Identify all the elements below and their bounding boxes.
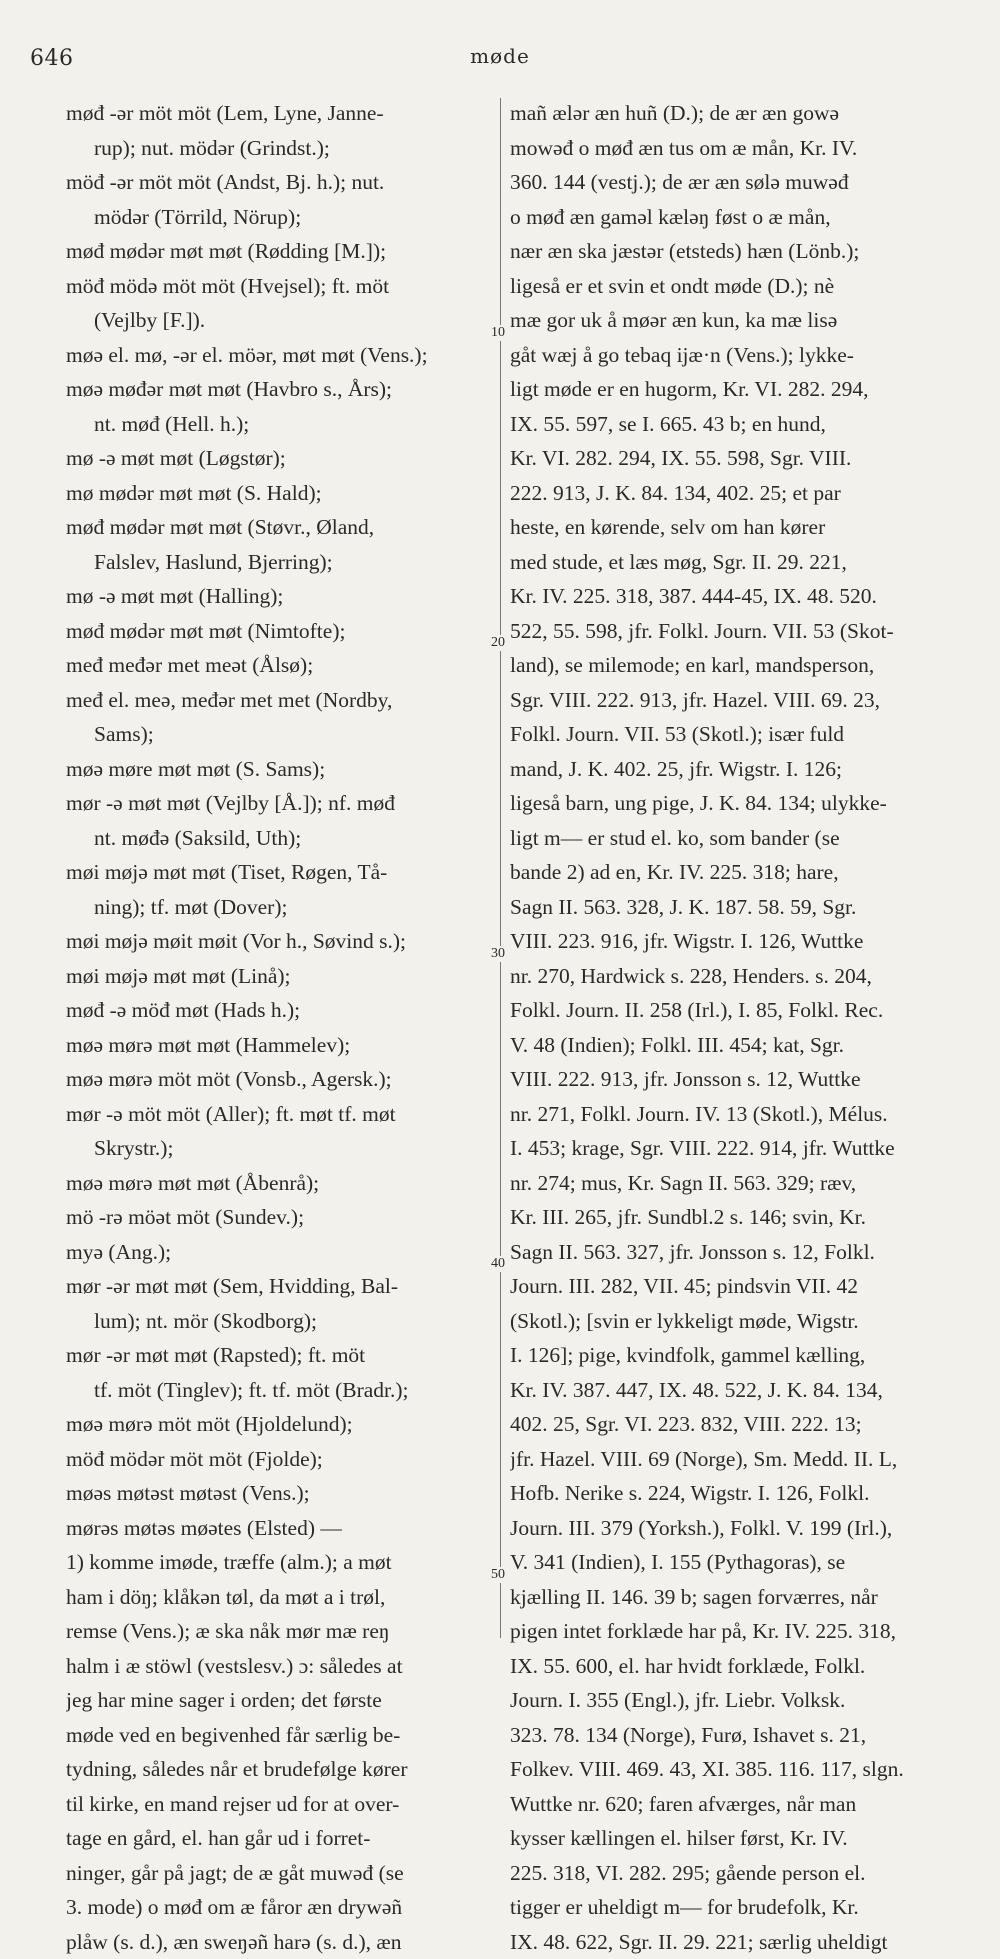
text-line: međ međər met meət (Ålsø); [66, 648, 491, 683]
text-line: nr. 271, Folkl. Journ. IV. 13 (Skotl.), Mélus. [510, 1097, 968, 1132]
text-line: møəs møtəst møtəst (Vens.); [66, 1476, 491, 1511]
text-line: Folkl. Journ. II. 258 (Irl.), I. 85, Folkl. Rec. [510, 993, 968, 1028]
text-line: møi møjə møit møit (Vor h., Søvind s.); [66, 924, 491, 959]
text-line: Sagn II. 563. 328, J. K. 187. 58. 59, Sgr. [510, 890, 968, 925]
text-line: mø -ə møt møt (Halling); [66, 579, 491, 614]
line-number: 30 [482, 946, 514, 962]
text-line: kjælling II. 146. 39 b; sagen forværres, når [510, 1580, 968, 1615]
page-number: 646 [30, 46, 74, 71]
text-line: nær æn ska jæstər (etsteds) hæn (Lönb.); [510, 234, 968, 269]
text-line: mørəs møtəs møətes (Elsted) — [66, 1511, 491, 1546]
text-line: VIII. 223. 916, jfr. Wigstr. I. 126, Wuttke [510, 924, 968, 959]
text-line: Sams); [66, 717, 491, 752]
text-line: møđ -ər möt möt (Lem, Lyne, Janne- [66, 96, 491, 131]
text-line: V. 48 (Indien); Folkl. III. 454; kat, Sgr. [510, 1028, 968, 1063]
text-line: ligt m— er stud el. ko, som bander (se [510, 821, 968, 856]
text-line: tigger er uheldigt m— for brudefolk, Kr. [510, 1890, 968, 1925]
text-line: møi møjə møt møt (Tiset, Røgen, Tå- [66, 855, 491, 890]
text-line: mowəđ o møđ æn tus om æ mån, Kr. IV. [510, 131, 968, 166]
text-line: til kirke, en mand rejser ud for at over- [66, 1787, 491, 1822]
right-column [510, 96, 968, 1959]
text-line: 323. 78. 134 (Norge), Furø, Ishavet s. 21, [510, 1718, 968, 1753]
text-line: nt. møđə (Saksild, Uth); [66, 821, 491, 856]
text-line: tf. möt (Tinglev); ft. tf. möt (Bradr.); [66, 1373, 491, 1408]
text-line: međ el. meə, međər met met (Nordby, [66, 683, 491, 718]
text-line: nr. 274; mus, Kr. Sagn II. 563. 329; ræv, [510, 1166, 968, 1201]
text-line: möđ mödə möt möt (Hvejsel); ft. möt [66, 269, 491, 304]
text-line: halm i æ stöwl (vestslesv.) ɔ: således at [66, 1649, 491, 1684]
text-line: (Vejlby [F.]). [66, 303, 491, 338]
text-line: 522, 55. 598, jfr. Folkl. Journ. VII. 53 (Skot- [510, 614, 968, 649]
text-line: ninger, går på jagt; de æ gåt muwəđ (se [66, 1856, 491, 1891]
text-line: Folkl. Journ. VII. 53 (Skotl.); især fuld [510, 717, 968, 752]
left-column [66, 96, 491, 1959]
text-line: ligt møde er en hugorm, Kr. VI. 282. 294, [510, 372, 968, 407]
text-line: møə mørə møt møt (Hammelev); [66, 1028, 491, 1063]
text-line: nt. møđ (Hell. h.); [66, 407, 491, 442]
text-line: möđ -ər möt möt (Andst, Bj. h.); nut. [66, 165, 491, 200]
text-line: plåw (s. d.), æn sweŋəñ harə (s. d.), æn [66, 1925, 491, 1959]
text-line: Sgr. VIII. 222. 913, jfr. Hazel. VIII. 69. 23, [510, 683, 968, 718]
text-line: bande 2) ad en, Kr. IV. 225. 318; hare, [510, 855, 968, 890]
text-line: mø -ə møt møt (Løgstør); [66, 441, 491, 476]
text-line: IX. 48. 622, Sgr. II. 29. 221; særlig uheldigt [510, 1925, 968, 1959]
text-line: mö -rə möət möt (Sundev.); [66, 1200, 491, 1235]
text-line: tydning, således når et brudefølge kører [66, 1752, 491, 1787]
text-line: mør -ər møt møt (Rapsted); ft. möt [66, 1338, 491, 1373]
text-line: jeg har mine sager i orden; det første [66, 1683, 491, 1718]
running-headword: møde [0, 44, 1000, 68]
text-line: møə mørə möt möt (Hjoldelund); [66, 1407, 491, 1442]
text-line: heste, en kørende, selv om han kører [510, 510, 968, 545]
text-line: møə el. mø, -ər el. möər, møt møt (Vens.); [66, 338, 491, 373]
text-line: Kr. IV. 387. 447, IX. 48. 522, J. K. 84. 134, [510, 1373, 968, 1408]
text-line: Journ. I. 355 (Engl.), jfr. Liebr. Volksk. [510, 1683, 968, 1718]
text-line: Kr. III. 265, jfr. Sundbl.2 s. 146; svin, Kr. [510, 1200, 968, 1235]
text-line: möđ mödər möt möt (Fjolde); [66, 1442, 491, 1477]
text-line: land), se milemode; en karl, mandsperson, [510, 648, 968, 683]
text-line: Wuttke nr. 620; faren afværges, når man [510, 1787, 968, 1822]
text-line: remse (Vens.); æ ska nåk mør mæ reŋ [66, 1614, 491, 1649]
line-number: 10 [482, 325, 514, 341]
line-number: 50 [482, 1567, 514, 1583]
text-line: I. 126]; pige, kvindfolk, gammel kælling, [510, 1338, 968, 1373]
text-line: mödər (Törrild, Nörup); [66, 200, 491, 235]
text-line: 360. 144 (vestj.); de ær æn sølə muwəđ [510, 165, 968, 200]
text-line: IX. 55. 597, se I. 665. 43 b; en hund, [510, 407, 968, 442]
text-line: møđ mødər møt møt (Nimtofte); [66, 614, 491, 649]
text-line: Skrystr.); [66, 1131, 491, 1166]
text-line: møde ved en begivenhed får særlig be- [66, 1718, 491, 1753]
text-line: møə mørə møt møt (Åbenrå); [66, 1166, 491, 1201]
text-line: Falslev, Haslund, Bjerring); [66, 545, 491, 580]
text-line: Journ. III. 282, VII. 45; pindsvin VII. 42 [510, 1269, 968, 1304]
text-line: 1) komme imøde, træffe (alm.); a møt [66, 1545, 491, 1580]
text-line: Hofb. Nerike s. 224, Wigstr. I. 126, Folkl. [510, 1476, 968, 1511]
text-line: tage en gård, el. han går ud i forret- [66, 1821, 491, 1856]
text-line: ham i döŋ; klåkən tøl, da møt a i trøl, [66, 1580, 491, 1615]
text-line: 3. mode) o møđ om æ fåror æn drywəñ [66, 1890, 491, 1925]
text-line: mør -ər møt møt (Sem, Hvidding, Bal- [66, 1269, 491, 1304]
text-line: ligeså barn, ung pige, J. K. 84. 134; ulykke- [510, 786, 968, 821]
text-line: ligeså er et svin et ondt møde (D.); nè [510, 269, 968, 304]
text-line: V. 341 (Indien), I. 155 (Pythagoras), se [510, 1545, 968, 1580]
text-line: Journ. III. 379 (Yorksh.), Folkl. V. 199 (Irl.), [510, 1511, 968, 1546]
text-line: mæ gor uk å møər æn kun, ka mæ lisə [510, 303, 968, 338]
text-line: nr. 270, Hardwick s. 228, Henders. s. 204, [510, 959, 968, 994]
text-line: mand, J. K. 402. 25, jfr. Wigstr. I. 126; [510, 752, 968, 787]
text-line: møđ mødər møt møt (Støvr., Øland, [66, 510, 491, 545]
text-line: møđ -ə möđ møt (Hads h.); [66, 993, 491, 1028]
text-line: møə møđər møt møt (Havbro s., Års); [66, 372, 491, 407]
text-line: mør -ə møt møt (Vejlby [Å.]); nf. møđ [66, 786, 491, 821]
text-line: ning); tf. møt (Dover); [66, 890, 491, 925]
text-line: lum); nt. mör (Skodborg); [66, 1304, 491, 1339]
line-number: 20 [482, 635, 514, 651]
text-line: I. 453; krage, Sgr. VIII. 222. 914, jfr. Wuttke [510, 1131, 968, 1166]
text-line: møə mørə möt möt (Vonsb., Agersk.); [66, 1062, 491, 1097]
text-line: myə (Ang.); [66, 1235, 491, 1270]
text-line: mañ ælər æn huñ (D.); de ær æn gowə [510, 96, 968, 131]
text-line: pigen intet forklæde har på, Kr. IV. 225. 318, [510, 1614, 968, 1649]
text-line: (Skotl.); [svin er lykkeligt møde, Wigstr. [510, 1304, 968, 1339]
text-line: Folkev. VIII. 469. 43, XI. 385. 116. 117, slgn. [510, 1752, 968, 1787]
text-line: 225. 318, VI. 282. 295; gående person el. [510, 1856, 968, 1891]
text-line: mø mødər møt møt (S. Hald); [66, 476, 491, 511]
text-line: møđ mødər møt møt (Rødding [M.]); [66, 234, 491, 269]
text-line: 222. 913, J. K. 84. 134, 402. 25; et par [510, 476, 968, 511]
text-line: o møđ æn gaməl kæləŋ føst o æ mån, [510, 200, 968, 235]
text-line: gåt wæj å go tebaq ijæ·n (Vens.); lykke- [510, 338, 968, 373]
text-line: 402. 25, Sgr. VI. 223. 832, VIII. 222. 13; [510, 1407, 968, 1442]
line-number: 40 [482, 1256, 514, 1272]
text-line: møə møre møt møt (S. Sams); [66, 752, 491, 787]
text-line: jfr. Hazel. VIII. 69 (Norge), Sm. Medd. II. L, [510, 1442, 968, 1477]
text-line: Kr. IV. 225. 318, 387. 444-45, IX. 48. 520. [510, 579, 968, 614]
text-line: med stude, et læs møg, Sgr. II. 29. 221, [510, 545, 968, 580]
text-line: Sagn II. 563. 327, jfr. Jonsson s. 12, Folkl. [510, 1235, 968, 1270]
text-line: Kr. VI. 282. 294, IX. 55. 598, Sgr. VIII. [510, 441, 968, 476]
text-line: møi møjə møt møt (Linå); [66, 959, 491, 994]
text-line: kysser kællingen el. hilser først, Kr. IV. [510, 1821, 968, 1856]
text-line: VIII. 222. 913, jfr. Jonsson s. 12, Wuttke [510, 1062, 968, 1097]
text-line: IX. 55. 600, el. har hvidt forklæde, Folkl. [510, 1649, 968, 1684]
text-line: mør -ə möt möt (Aller); ft. møt tf. møt [66, 1097, 491, 1132]
text-line: rup); nut. mödər (Grindst.); [66, 131, 491, 166]
